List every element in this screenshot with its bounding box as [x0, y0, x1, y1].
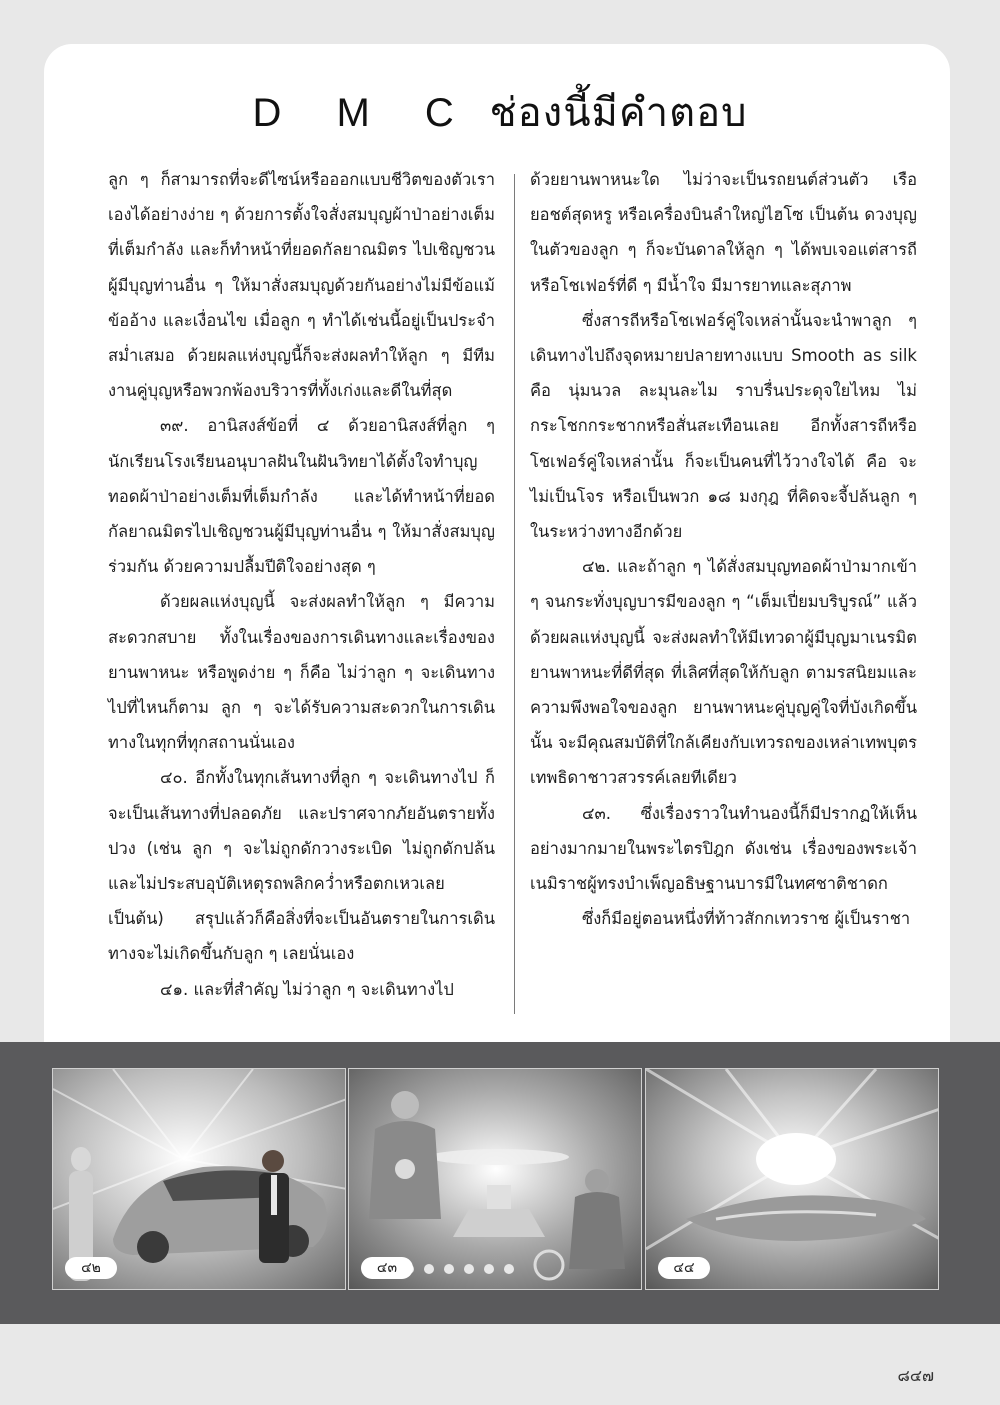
- photo-number-badge: ๔๔: [658, 1257, 710, 1279]
- photo-number-badge: ๔๒: [65, 1257, 117, 1279]
- title-latin: D M C: [252, 91, 476, 135]
- illustration-43: [348, 1068, 642, 1290]
- paragraph: ๔๑. และที่สำคัญ ไม่ว่าลูก ๆ จะเดินทางไป: [160, 979, 454, 999]
- paragraph: ๔๐. อีกทั้งในทุกเส้นทางที่ลูก ๆ จะเดินทางไป ก็จะเป็นเส้นทางที่ปลอดภัย และปราศจากภัยอันตรายทั้งปวง (เช่น ลูก ๆ จะไม่ถูกดักวางระเบิด ไม่ถูกดักปล้น และไม่ประสบอุบัติเหตุรถพลิกคว่ำหรือตกเหวเลย เป็นต้น) สรุปแล้วก็คือสิ่งที่จะเป็นอันตรายในการเดินทางจะไม่เกิดขึ้นกับลูก ๆ เลยนั่นเอง: [108, 768, 495, 964]
- paragraph: ๔๒. และถ้าลูก ๆ ได้สั่งสมบุญทอดผ้าป่ามากเข้า ๆ จนกระทั่งบุญบารมีของลูก ๆ “เต็มเปี่ยมบริบูรณ์” แล้ว ด้วยผลแห่งบุญนี้ จะส่งผลทำให้มีเทวดาผู้มีบุญมาเนรมิตยานพาหนะที่ดีที่สุด ที่เลิศที่สุดให้กับลูก ตามรสนิยมและความพึงพอใจของลูก ยานพาหนะคู่บุญคู่ใจที่บังเกิดขึ้นนั้น จะมีคุณสมบัติที่ใกล้เคียงกับเทวรถของเหล่าเทพบุตรเทพธิดาชาวสวรรค์เลยทีเดียว: [530, 557, 917, 788]
- title-thai: ช่องนี้มีคำตอบ: [489, 90, 748, 136]
- photo-number-badge: ๔๓: [361, 1257, 413, 1279]
- paragraph: ลูก ๆ ก็สามารถที่จะดีไซน์หรือออกแบบชีวิตของตัวเราเองได้อย่างง่าย ๆ ด้วยการตั้งใจสั่งสมบุญผ้าป่าอย่างเต็มที่เต็มกำลัง และก็ทำหน้าที่ยอดกัลยาณมิตร ไปเชิญชวนผู้มีบุญท่านอื่น ๆ ให้มาสั่งสมบุญด้วยกันอย่างไม่มีข้อแม้ ข้ออ้าง และเงื่อนไข เมื่อลูก ๆ ทำได้เช่นนี้อยู่เป็นประจำสม่ำเสมอ ด้วยผลแห่งบุญนี้ก็จะส่งผลทำให้ลูก ๆ มีทีมงานคู่บุญหรือพวกพ้องบริวารที่ทั้งเก่งและดีในที่สุด: [108, 170, 495, 401]
- paragraph: ด้วยยานพาหนะใด ไม่ว่าจะเป็นรถยนต์ส่วนตัว เรือยอชต์สุดหรู หรือเครื่องบินลำใหญ่ไฮโซ เป็นต้น ดวงบุญในตัวของลูก ๆ ก็จะบันดาลให้ลูก ๆ ได้พบเจอแต่สารถีหรือโชเฟอร์ที่ดี ๆ มีน้ำใจ มีมารยาทและสุภาพ: [530, 170, 917, 295]
- paragraph: ซึ่งสารถีหรือโชเฟอร์คู่ใจเหล่านั้นจะนำพาลูก ๆ เดินทางไปถึงจุดหมายปลายทางแบบ Smooth as silk คือ นุ่มนวล ละมุนละไม ราบรื่นประดุจใยไหม ไม่กระโชกกระชากหรือสั่นสะเทือนเลย อีกทั้งสารถีหรือโชเฟอร์คู่ใจเหล่านั้น ก็จะเป็นคนที่ไว้วางใจได้ คือ จะไม่เป็นโจร หรือเป็นพวก ๑๘ มงกุฎ ที่คิดจะจี้ปล้นลูก ๆ ในระหว่างทางอีกด้วย: [530, 310, 917, 542]
- illustration-44: [645, 1068, 939, 1290]
- column-divider: [514, 174, 515, 1014]
- page-title: [0, 80, 1000, 144]
- left-column: [108, 162, 495, 1007]
- page-number: ๘๔๗: [897, 1366, 934, 1385]
- paragraph: ซึ่งก็มีอยู่ตอนหนึ่งที่ท้าวสักกเทวราช ผู้เป็นราชา: [582, 909, 911, 929]
- paragraph: ๔๓. ซึ่งเรื่องราวในทำนองนี้ก็มีปรากฏให้เห็นอย่างมากมายในพระไตรปิฎก ดังเช่น เรื่องของพระเจ้าเนมิราชผู้ทรงบำเพ็ญอธิษฐานบารมีในทศชาติชาดก: [530, 803, 917, 894]
- right-column: [530, 162, 917, 936]
- illustration-42: [52, 1068, 346, 1290]
- paragraph: ๓๙. อานิสงส์ข้อที่ ๔ ด้วยอานิสงส์ที่ลูก ๆ นักเรียนโรงเรียนอนุบาลฝันในฝันวิทยาได้ตั้งใจทำบุญทอดผ้าป่าอย่างเต็มที่เต็มกำลัง และได้ทำหน้าที่ยอดกัลยาณมิตรไปเชิญชวนผู้มีบุญท่านอื่น ๆ ให้มาสั่งสมบุญร่วมกัน ด้วยความปลื้มปีติใจอย่างสุด ๆ: [108, 416, 495, 577]
- paragraph: ด้วยผลแห่งบุญนี้ จะส่งผลทำให้ลูก ๆ มีความสะดวกสบาย ทั้งในเรื่องของการเดินทางและเรื่องของยานพาหนะ หรือพูดง่าย ๆ ก็คือ ไม่ว่าลูก ๆ จะเดินทางไปที่ไหนก็ตาม ลูก ๆ จะได้รับความสะดวกในการเดินทางในทุกที่ทุกสถานนั่นเอง: [108, 592, 495, 753]
